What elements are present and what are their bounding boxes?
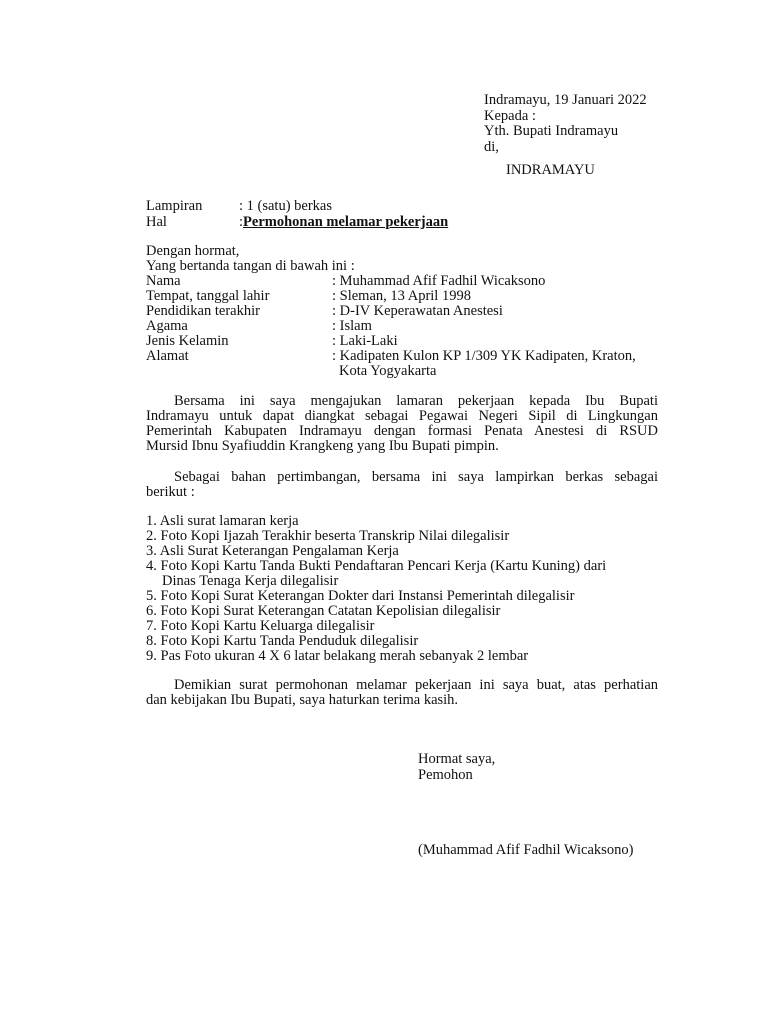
lampiran-label: Lampiran	[146, 198, 203, 214]
personal-label: Tempat, tanggal lahir	[146, 288, 270, 304]
personal-value: : D-IV Keperawatan Anestesi	[332, 303, 503, 319]
list-item: 1. Asli surat lamaran kerja	[146, 513, 299, 529]
personal-label: Pendidikan terakhir	[146, 303, 260, 319]
attachment-list	[146, 514, 606, 664]
to-label: Kepada :	[484, 107, 536, 124]
list-item: 4. Foto Kopi Kartu Tanda Bukti Pendaftaran Pencari Kerja (Kartu Kuning) dari	[146, 558, 607, 574]
list-item: 7. Foto Kopi Kartu Keluarga dilegalisir	[146, 618, 375, 634]
list-item: 3. Asli Surat Keterangan Pengalaman Kerja	[146, 543, 399, 559]
personal-label: Agama	[146, 318, 188, 334]
paragraph-closing	[146, 678, 658, 708]
paragraph-line: Bersama ini saya mengajukan lamaran pekerjaan kepada Ibu Bupati	[174, 393, 658, 409]
letter-header	[484, 93, 647, 179]
letter-meta	[146, 199, 448, 230]
paragraph-line: Indramayu untuk dapat diangkat sebagai Pegawai Negeri Sipil di Lingkungan	[146, 408, 658, 424]
intro-lead: Yang bertanda tangan di bawah ini :	[146, 258, 355, 274]
paragraph-application	[146, 394, 658, 454]
list-item-continuation: Dinas Tenaga Kerja dilegalisir	[162, 573, 339, 589]
hal-subject: Permohonan melamar pekerjaan	[243, 213, 449, 230]
intro	[146, 244, 355, 274]
hal-label: Hal	[146, 213, 167, 230]
personal-row	[146, 319, 636, 334]
regards: Hormat saya,	[418, 751, 496, 767]
personal-row	[146, 334, 636, 349]
list-item: 2. Foto Kopi Ijazah Terakhir beserta Transkrip Nilai dilegalisir	[146, 528, 510, 544]
paragraph-line: dan kebijakan Ibu Bupati, saya haturkan terima kasih.	[146, 692, 459, 708]
personal-row	[146, 289, 636, 304]
personal-label: Jenis Kelamin	[146, 333, 229, 349]
personal-row	[146, 274, 636, 289]
list-item: 6. Foto Kopi Surat Keterangan Catatan Kepolisian dilegalisir	[146, 603, 501, 619]
signature-block	[418, 752, 495, 783]
di-label: di,	[484, 138, 499, 155]
recipient: Yth. Bupati Indramayu	[484, 123, 619, 139]
personal-data	[146, 274, 636, 379]
personal-value: : Laki-Laki	[332, 333, 398, 349]
recipient-city: INDRAMAYU	[506, 162, 595, 178]
personal-value: : Kadipaten Kulon KP 1/309 YK Kadipaten, Kraton,	[332, 348, 636, 364]
personal-row	[146, 349, 636, 364]
personal-label: Nama	[146, 273, 181, 289]
personal-label: Alamat	[146, 348, 189, 364]
personal-value: : Muhammad Afif Fadhil Wicaksono	[332, 273, 546, 289]
address-continuation: Kota Yogyakarta	[339, 363, 437, 379]
paragraph-line: Demikian surat permohonan melamar pekerjaan ini saya buat, atas perhatian	[174, 677, 658, 693]
personal-value: : Islam	[332, 318, 372, 334]
personal-row	[146, 304, 636, 319]
signer-name: (Muhammad Afif Fadhil Wicaksono)	[418, 842, 634, 858]
lampiran-row	[146, 199, 448, 215]
hal-row	[146, 215, 448, 231]
list-item: 8. Foto Kopi Kartu Tanda Penduduk dilegalisir	[146, 633, 419, 649]
hal-colon: :	[239, 213, 244, 230]
paragraph-line: Sebagai bahan pertimbangan, bersama ini saya lampirkan berkas sebagai	[174, 469, 658, 485]
date-line: Indramayu, 19 Januari 2022	[484, 92, 647, 108]
list-item: 5. Foto Kopi Surat Keterangan Dokter dari Instansi Pemerintah dilegalisir	[146, 588, 575, 604]
paragraph-attachments	[146, 470, 658, 500]
paragraph-line: Mursid Ibnu Syafiuddin Krangkeng yang Ibu Bupati pimpin.	[146, 438, 499, 454]
paragraph-line: Pemerintah Kabupaten Indramayu dengan formasi Penata Anestesi di RSUD	[146, 423, 658, 439]
signer-role: Pemohon	[418, 766, 473, 783]
personal-value: : Sleman, 13 April 1998	[332, 288, 471, 304]
list-item: 9. Pas Foto ukuran 4 X 6 latar belakang merah sebanyak 2 lembar	[146, 648, 529, 664]
greeting: Dengan hormat,	[146, 243, 240, 259]
lampiran-value: : 1 (satu) berkas	[239, 198, 333, 214]
paragraph-line: berikut :	[146, 484, 195, 500]
